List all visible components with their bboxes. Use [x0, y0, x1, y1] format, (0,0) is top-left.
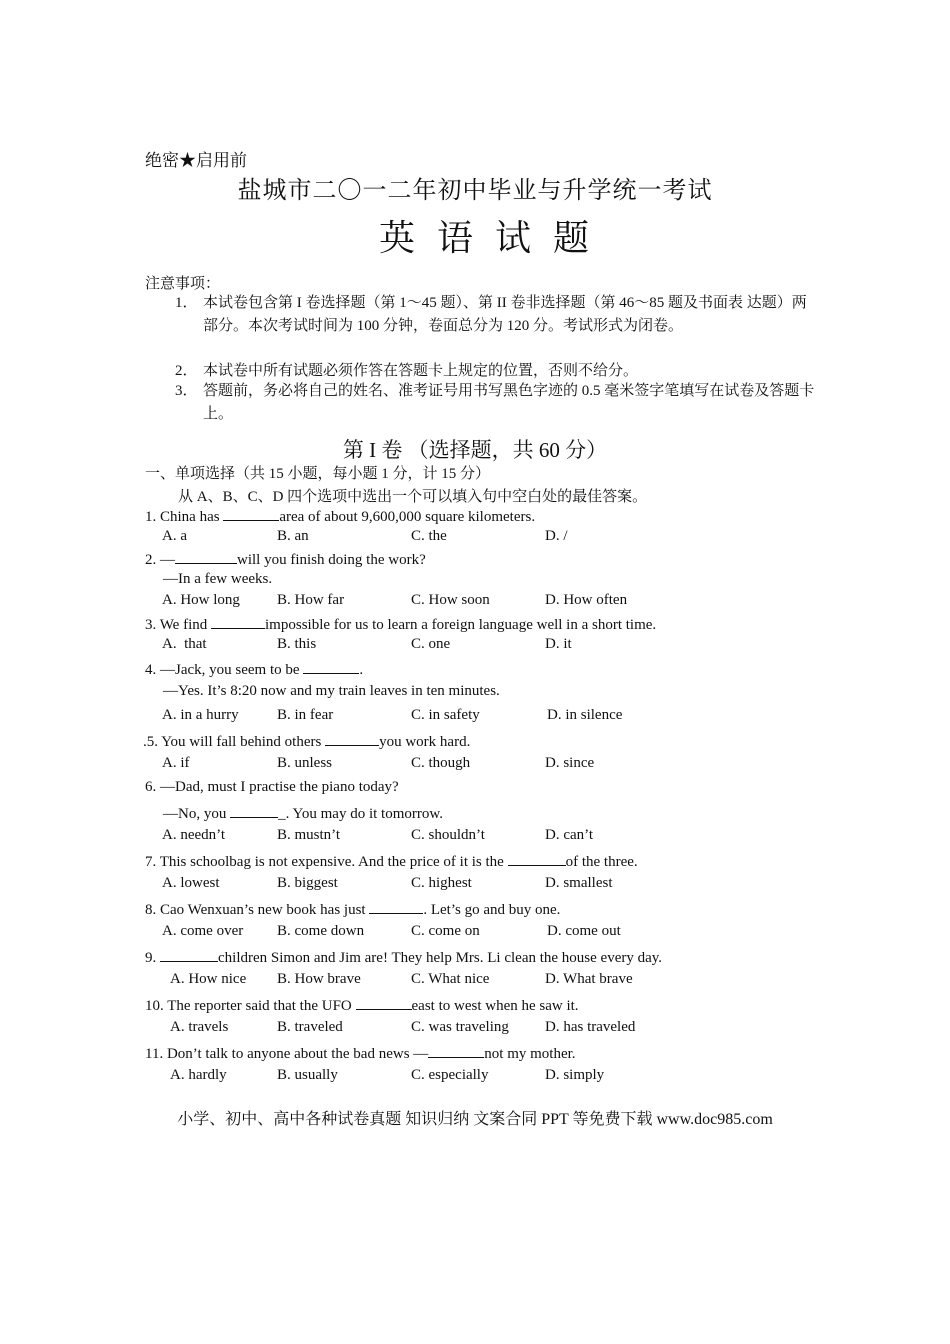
option-a: A. come over — [162, 923, 244, 939]
question-2 — [145, 549, 426, 569]
question-4 — [145, 659, 363, 679]
section-heading: 一、单项选择（共 15 小题，每小题 1 分，计 15 分） — [145, 466, 491, 482]
option-b: B. come down — [277, 923, 365, 939]
option-c: C. in safety — [411, 707, 480, 723]
option-c: C. How soon — [411, 592, 490, 608]
subject-title: 英语试题 — [378, 218, 611, 258]
option-b: B. How brave — [277, 971, 361, 987]
exam-title: 盐城市二〇一二年初中毕业与升学统一考试 — [237, 178, 713, 204]
question-reply: —In a few weeks. — [163, 571, 273, 587]
question-3 — [145, 614, 656, 634]
answer-blank — [428, 1043, 484, 1058]
option-d: D. / — [545, 528, 568, 544]
question-stem-start: 3. We find — [145, 617, 212, 633]
option-d: D. in silence — [547, 707, 623, 723]
question-stem-end: . — [359, 662, 364, 678]
option-a: A. in a hurry — [162, 707, 239, 723]
question-stem-start: 9. — [145, 950, 160, 966]
option-d: D. come out — [547, 923, 621, 939]
question-1 — [145, 506, 535, 526]
option-a: A. How long — [162, 592, 240, 608]
reply-end: _. You may do it tomorrow. — [278, 806, 443, 822]
question-7 — [145, 851, 638, 871]
option-c: C. one — [411, 636, 451, 652]
answer-blank — [325, 731, 379, 746]
notice-item-number: 3． — [175, 383, 198, 399]
answer-blank — [303, 659, 359, 674]
question-stem-end: impossible for us to learn a foreign language well in a short time. — [265, 617, 657, 633]
answer-blank — [211, 614, 265, 629]
option-a: A. travels — [170, 1019, 229, 1035]
option-b: B. in fear — [277, 707, 334, 723]
option-d: D. smallest — [545, 875, 613, 891]
option-d: D. since — [545, 755, 595, 771]
option-c: C. though — [411, 755, 471, 771]
option-d: D. has traveled — [545, 1019, 636, 1035]
question-stem-start: 7. This schoolbag is not expensive. And the price of it is the — [145, 854, 508, 870]
notice-item-text: 答题前，务必将自己的姓名、准考证号用书写黑色字迹的 0.5 毫米签字笔填写在试卷及答题卡上。 — [203, 383, 815, 422]
option-a: A. if — [162, 755, 190, 771]
question-stem-end: children Simon and Jim are! They help Mrs. Li clean the house every day. — [218, 950, 663, 966]
option-b: B. unless — [277, 755, 333, 771]
notice-item-text: 本试卷中所有试题必须作答在答题卡上规定的位置，否则不给分。 — [203, 363, 639, 379]
option-a: A. lowest — [162, 875, 220, 891]
question-stem-start: 8. Cao Wenxuan’s new book has just — [145, 902, 370, 918]
question-stem-end: not my mother. — [484, 1046, 576, 1062]
question-reply: —Yes. It’s 8:20 now and my train leaves in ten minutes. — [163, 683, 500, 699]
answer-blank — [175, 549, 237, 564]
answer-blank — [356, 995, 412, 1010]
answer-blank — [369, 899, 423, 914]
notice-item-number: 1． — [175, 295, 198, 311]
option-c: C. shouldn’t — [411, 827, 485, 843]
option-a: A. needn’t — [162, 827, 226, 843]
option-b: B. mustn’t — [277, 827, 341, 843]
notice-heading: 注意事项： — [145, 276, 221, 292]
question-stem-end: area of about 9,600,000 square kilometers. — [279, 509, 536, 525]
option-c: C. the — [411, 528, 447, 544]
section-instruction: 从 A、B、C、D 四个选项中选出一个可以填入句中空白处的最佳答案。 — [178, 489, 648, 505]
option-b: B. How far — [277, 592, 345, 608]
answer-blank — [160, 947, 218, 962]
option-b: B. this — [277, 636, 317, 652]
option-d: D. it — [545, 636, 572, 652]
option-c: C. highest — [411, 875, 472, 891]
question-5 — [143, 731, 470, 751]
option-b: B. usually — [277, 1067, 338, 1083]
answer-blank — [230, 803, 278, 818]
option-b: B. traveled — [277, 1019, 343, 1035]
question-stem-start: 10. The reporter said that the UFO — [145, 998, 356, 1014]
question-6: 6. —Dad, must I practise the piano today? — [145, 779, 399, 795]
question-stem-end: will you finish doing the work? — [237, 552, 426, 568]
option-c: C. What nice — [411, 971, 490, 987]
option-d: D. How often — [545, 592, 628, 608]
question-11 — [145, 1043, 576, 1063]
option-b: B. an — [277, 528, 309, 544]
answer-blank — [223, 506, 279, 521]
footer-text: 小学、初中、高中各种试卷真题 知识归纳 文案合同 PPT 等免费下载 www.doc985.com — [177, 1111, 773, 1128]
question-stem-end: you work hard. — [379, 734, 471, 750]
option-b: B. biggest — [277, 875, 338, 891]
question-stem-start: 4. —Jack, you seem to be — [145, 662, 304, 678]
question-stem-end: east to west when he saw it. — [411, 998, 579, 1014]
option-d: D. simply — [545, 1067, 605, 1083]
question-stem-start: .5. You will fall behind others — [143, 734, 326, 750]
part-title: 第 I 卷 （选择题，共 60 分） — [342, 438, 608, 462]
option-c: C. come on — [411, 923, 480, 939]
question-9 — [145, 947, 662, 967]
reply-start: —No, you — [163, 806, 231, 822]
notice-item-1 — [175, 292, 815, 338]
option-a: A. hardly — [170, 1067, 227, 1083]
question-stem-end: . Let’s go and buy one. — [423, 902, 561, 918]
answer-blank — [508, 851, 566, 866]
secret-mark: 绝密★启用前 — [145, 151, 247, 170]
option-a: A. a — [162, 528, 187, 544]
notice-item-number: 2． — [175, 363, 198, 379]
option-d: D. can’t — [545, 827, 594, 843]
option-d: D. What brave — [545, 971, 633, 987]
question-stem-start: 2. — — [145, 552, 175, 568]
question-stem-start: 11. Don’t talk to anyone about the bad news — — [145, 1046, 429, 1062]
option-a: A. How nice — [170, 971, 247, 987]
question-stem-start: 1. China has — [145, 509, 224, 525]
question-8 — [145, 899, 560, 919]
option-a: A. that — [162, 636, 207, 652]
question-reply — [163, 803, 443, 823]
option-c: C. was traveling — [411, 1019, 509, 1035]
question-10 — [145, 995, 579, 1015]
notice-item-3 — [175, 380, 815, 426]
notice-item-text: 本试卷包含第 I 卷选择题（第 1～45 题）、第 II 卷非选择题（第 46～85 题及书面表 达题）两部分。本次考试时间为 100 分钟，卷面总分为 120 分。考试形式为闭卷。 — [203, 295, 807, 334]
question-stem-end: of the three. — [565, 854, 638, 870]
option-c: C. especially — [411, 1067, 489, 1083]
